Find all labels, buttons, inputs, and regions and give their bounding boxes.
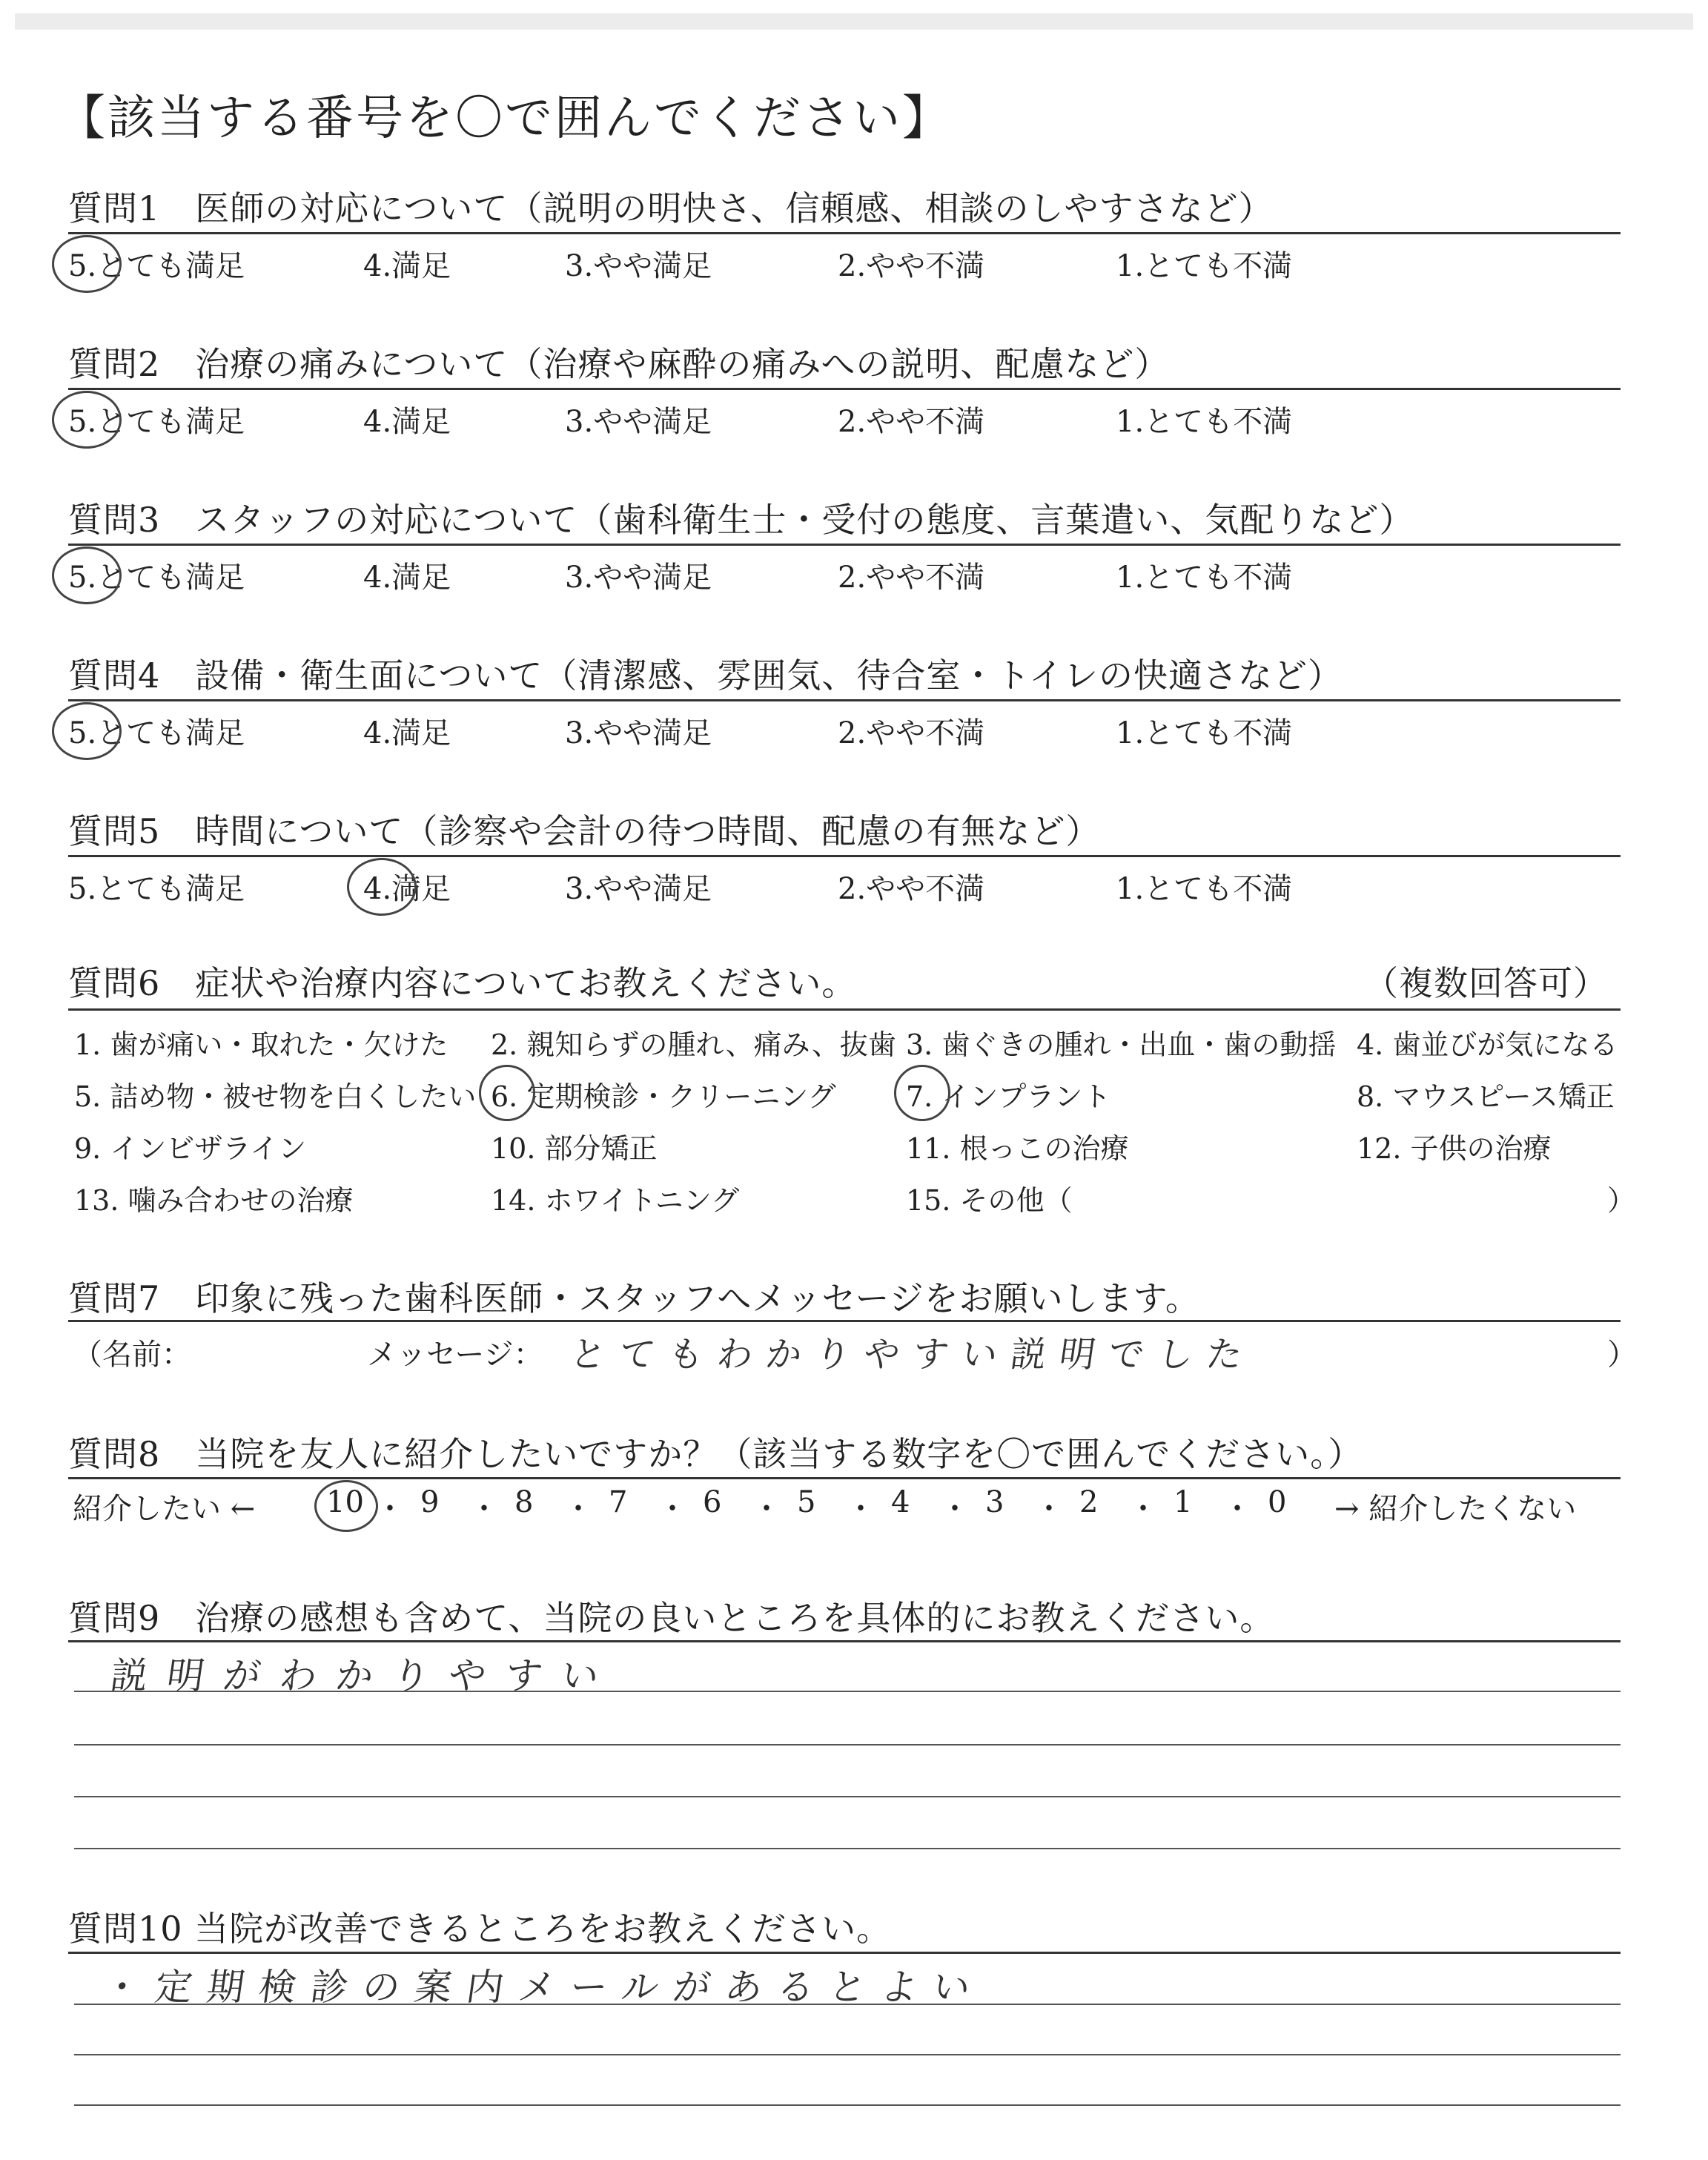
q4-option-5[interactable]: 5.とても満足 <box>68 716 245 750</box>
q2-option-4[interactable]: 4.満足 <box>363 405 451 439</box>
q7-rule <box>68 1320 1621 1322</box>
q4-selection-circle <box>52 702 122 760</box>
q2-option-5[interactable]: 5.とても満足 <box>68 405 245 439</box>
q8-score-8[interactable]: 8 <box>514 1485 534 1519</box>
q8-score-9[interactable]: 9 <box>420 1485 440 1519</box>
q7-message-label: メッセージ： <box>367 1338 543 1372</box>
q8-separator-dot: ・ <box>469 1492 499 1526</box>
q10-answer-handwritten: ・定期検診の案内メールがあるとよい <box>100 1966 988 2009</box>
q9-answer-line <box>74 1691 1621 1692</box>
q7-message-handwritten: とてもわかりやすい説明でした <box>567 1334 1259 1375</box>
q8-rule <box>68 1477 1621 1479</box>
q6-other-close: ） <box>1607 1184 1636 1217</box>
q3-option-4[interactable]: 4.満足 <box>363 561 451 595</box>
q9-title: 質問9 治療の感想も含めて、当院の良いところを具体的にお教えください。 <box>68 1598 1275 1638</box>
q9-answer-line <box>74 1796 1621 1797</box>
q6-option-5[interactable]: 5. 詰め物・被せ物を白くしたい <box>74 1080 477 1113</box>
q8-score-4[interactable]: 4 <box>891 1485 910 1519</box>
q8-score-7[interactable]: 7 <box>609 1485 628 1519</box>
q5-option-4[interactable]: 4.満足 <box>363 872 451 906</box>
q8-score-3[interactable]: 3 <box>985 1485 1004 1519</box>
q8-score-0[interactable]: 0 <box>1268 1485 1287 1519</box>
q4-title: 質問4 設備・衛生面について（清潔感、雰囲気、待合室・トイレの快適さなど） <box>68 655 1343 696</box>
q3-option-2[interactable]: 2.やや不満 <box>838 561 985 595</box>
q10-answer-line <box>74 2004 1621 2005</box>
q3-rule <box>68 544 1621 546</box>
q8-score-1[interactable]: 1 <box>1174 1485 1193 1519</box>
q8-left-label: 紹介したい ← <box>73 1492 256 1526</box>
q8-separator-dot: ・ <box>752 1492 781 1526</box>
q3-option-5[interactable]: 5.とても満足 <box>68 561 245 595</box>
q5-option-5[interactable]: 5.とても満足 <box>68 872 245 906</box>
q10-title: 質問10 当院が改善できるところをお教えください。 <box>68 1909 892 1949</box>
q1-selection-circle <box>52 235 122 293</box>
q3-title: 質問3 スタッフの対応について（歯科衛生士・受付の態度、言葉遣い、気配りなど） <box>68 500 1414 540</box>
q7-name-label: （名前： <box>73 1338 191 1372</box>
q6-option-2[interactable]: 2. 親知らずの腫れ、痛み、抜歯 <box>491 1028 896 1061</box>
q9-answer-line <box>74 1744 1621 1745</box>
q1-option-5[interactable]: 5.とても満足 <box>68 249 245 283</box>
q10-rule <box>68 1952 1621 1954</box>
q2-selection-circle <box>52 391 122 449</box>
q6-option-6[interactable]: 6. 定期検診・クリーニング <box>491 1080 836 1113</box>
q6-option-8[interactable]: 8. マウスピース矯正 <box>1357 1080 1615 1113</box>
q8-title: 質問8 当院を友人に紹介したいですか？（該当する数字を〇で囲んでください。） <box>68 1434 1363 1474</box>
q10-answer-line <box>74 2104 1621 2106</box>
q6-option-7[interactable]: 7. インプラント <box>906 1080 1111 1113</box>
q4-option-4[interactable]: 4.満足 <box>363 716 451 750</box>
q4-option-1[interactable]: 1.とても不満 <box>1116 716 1293 750</box>
q6-option-3[interactable]: 3. 歯ぐきの腫れ・出血・歯の動揺 <box>906 1028 1337 1061</box>
q5-rule <box>68 855 1621 857</box>
q9-answer-line <box>74 1848 1621 1849</box>
q4-rule <box>68 699 1621 701</box>
q2-option-2[interactable]: 2.やや不満 <box>838 405 985 439</box>
q8-separator-dot: ・ <box>658 1492 687 1526</box>
scan-top-edge <box>15 13 1693 30</box>
q7-close: ） <box>1607 1338 1637 1372</box>
q6-option-4[interactable]: 4. 歯並びが気になる <box>1357 1028 1618 1061</box>
q8-separator-dot: ・ <box>1128 1492 1158 1526</box>
q8-separator-dot: ・ <box>846 1492 875 1526</box>
q1-title: 質問1 医師の対応について（説明の明快さ、信頼感、相談のしやすさなど） <box>68 188 1274 228</box>
q8-separator-dot: ・ <box>1222 1492 1252 1526</box>
q10-answer-line <box>74 2054 1621 2055</box>
q8-score-10[interactable]: 10 <box>326 1485 364 1519</box>
q6-option-1[interactable]: 1. 歯が痛い・取れた・欠けた <box>74 1028 448 1061</box>
q9-answer-handwritten: 説明がわかりやすい <box>107 1654 621 1697</box>
q6-selection-circle <box>894 1065 950 1121</box>
q1-rule <box>68 232 1621 234</box>
q8-right-label: → 紹介したくない <box>1334 1492 1577 1526</box>
q6-option-11[interactable]: 11. 根っこの治療 <box>906 1132 1129 1165</box>
q3-option-1[interactable]: 1.とても不満 <box>1116 561 1293 595</box>
q1-option-3[interactable]: 3.やや満足 <box>565 249 712 283</box>
q1-option-4[interactable]: 4.満足 <box>363 249 451 283</box>
q8-score-5[interactable]: 5 <box>797 1485 816 1519</box>
q6-option-13[interactable]: 13. 噛み合わせの治療 <box>74 1184 354 1217</box>
q3-selection-circle <box>52 546 122 604</box>
q4-option-3[interactable]: 3.やや満足 <box>565 716 712 750</box>
q9-rule <box>68 1640 1621 1642</box>
q8-separator-dot: ・ <box>375 1492 405 1526</box>
q2-option-3[interactable]: 3.やや満足 <box>565 405 712 439</box>
q2-option-1[interactable]: 1.とても不満 <box>1116 405 1293 439</box>
q6-title: 質問6 症状や治療内容についてお教えください。 <box>68 963 857 1003</box>
q6-option-9[interactable]: 9. インビザライン <box>74 1132 307 1165</box>
q6-option-15[interactable]: 15. その他（ <box>906 1184 1073 1217</box>
q8-score-6[interactable]: 6 <box>703 1485 722 1519</box>
q5-option-3[interactable]: 3.やや満足 <box>565 872 712 906</box>
q5-title: 質問5 時間について（診察や会計の待つ時間、配慮の有無など） <box>68 811 1101 851</box>
q5-option-2[interactable]: 2.やや不満 <box>838 872 985 906</box>
q4-option-2[interactable]: 2.やや不満 <box>838 716 985 750</box>
q6-option-10[interactable]: 10. 部分矯正 <box>491 1132 658 1165</box>
q2-title: 質問2 治療の痛みについて（治療や麻酔の痛みへの説明、配慮など） <box>68 344 1170 384</box>
q7-title: 質問7 印象に残った歯科医師・スタッフへメッセージをお願いします。 <box>68 1278 1200 1318</box>
q8-selection-circle <box>314 1480 378 1532</box>
q8-separator-dot: ・ <box>940 1492 970 1526</box>
q6-note: （複数回答可） <box>1364 963 1608 1003</box>
q1-option-1[interactable]: 1.とても不満 <box>1116 249 1293 283</box>
q5-selection-circle <box>347 858 417 916</box>
q6-option-12[interactable]: 12. 子供の治療 <box>1357 1132 1552 1165</box>
q5-option-1[interactable]: 1.とても不満 <box>1116 872 1293 906</box>
q3-option-3[interactable]: 3.やや満足 <box>565 561 712 595</box>
form-title: 【該当する番号を〇で囲んでください】 <box>58 91 952 146</box>
q6-rule <box>68 1008 1621 1011</box>
q6-option-14[interactable]: 14. ホワイトニング <box>491 1184 740 1217</box>
q8-score-2[interactable]: 2 <box>1079 1485 1099 1519</box>
q2-rule <box>68 388 1621 390</box>
q6-selection-circle <box>479 1065 535 1121</box>
q8-separator-dot: ・ <box>1034 1492 1064 1526</box>
q8-separator-dot: ・ <box>563 1492 593 1526</box>
q1-option-2[interactable]: 2.やや不満 <box>838 249 985 283</box>
